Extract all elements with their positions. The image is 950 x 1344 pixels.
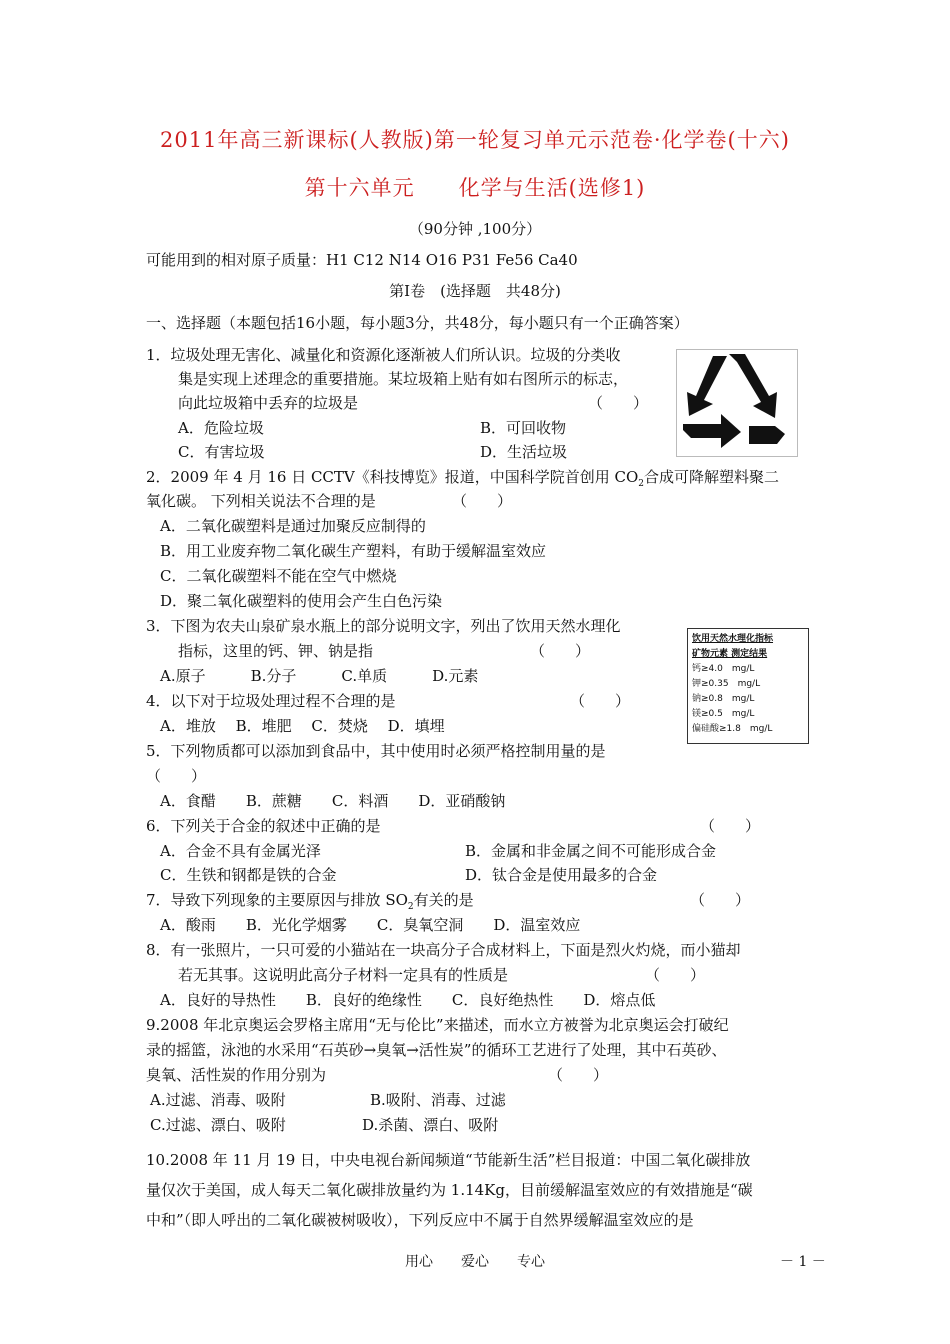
q7-options: A．酸雨 B．光化学烟雾 C．臭氧空洞 D．温室效应 <box>160 916 581 934</box>
q1-option-a: A．危险垃圾 <box>178 419 264 437</box>
q7-line1: 7．导致下列现象的主要原因与排放 $SO_2$有关的是 <box>146 891 474 912</box>
time-score: （90分钟 ,100分） <box>408 220 542 238</box>
q4-options: A．堆放 B．堆肥 C．焚烧 D．填埋 <box>160 717 445 735</box>
q6-option-c: C．生铁和钢都是铁的合金 <box>160 866 337 884</box>
q7-paren: （ ） <box>690 891 751 909</box>
q8-paren: （ ） <box>645 966 706 984</box>
label-calcium: 钙≥4.0 mg/L <box>692 664 755 674</box>
page-number: － 1 － <box>780 1254 826 1270</box>
q9-option-a: A.过滤、消毒、吸附 <box>150 1091 286 1109</box>
q3-options: A.原子 B.分子 C.单质 D.元素 <box>160 667 479 685</box>
q8-line2: 若无其事。这说明此高分子材料一定具有的性质是 <box>178 966 509 984</box>
part-heading: 第Ⅰ卷 (选择题 共48分) <box>389 282 561 300</box>
label-heading: 饮用天然水理化指标 <box>692 634 774 644</box>
q8-options: A．良好的导热性 B．良好的绝缘性 C．良好绝热性 D．熔点低 <box>160 991 656 1009</box>
label-subheading: 矿物元素 测定结果 <box>692 649 768 659</box>
paper-title: 2011年高三新课标(人教版)第一轮复习单元示范卷·化学卷(十六) <box>160 128 790 152</box>
q9-line1: 9.2008 年北京奥运会罗格主席用“无与伦比”来描述，而水立方被誉为北京奥运会打破纪 <box>146 1016 729 1034</box>
q1-line1: 1．垃圾处理无害化、减量化和资源化逐渐被人们所认识。垃圾的分类收 <box>146 346 621 364</box>
recycle-icon <box>677 350 797 456</box>
q10-line2: 量仅次于美国，成人每天二氧化碳排放量约为 1.14Kg，目前缓解温室效应的有效措施是“碳 <box>146 1181 753 1199</box>
label-magnesium: 镁≥0.5 mg/L <box>692 709 755 719</box>
q6-paren: （ ） <box>700 817 761 835</box>
q9-paren: （ ） <box>548 1066 609 1084</box>
q1-line2: 集是实现上述理念的重要措施。某垃圾箱上贴有如右图所示的标志， <box>178 370 629 388</box>
q4-line1: 4．以下对于垃圾处理过程不合理的是 <box>146 692 396 710</box>
q3-line2: 指标，这里的钙、钾、钠是指 <box>178 642 374 660</box>
q3-line1: 3．下图为农夫山泉矿泉水瓶上的部分说明文字，列出了饮用天然水理化 <box>146 617 621 635</box>
q5-line1: 5．下列物质都可以添加到食品中，其中使用时必须严格控制用量的是 <box>146 742 606 760</box>
q9-option-b: B.吸附、消毒、过滤 <box>370 1091 506 1109</box>
q1-paren: （ ） <box>588 394 649 412</box>
unit-title: 第十六单元 化学与生活(选修1) <box>304 176 646 200</box>
q9-line2: 录的摇篮，泳池的水采用“石英砂→臭氧→活性炭”的循环工艺进行了处理，其中石英砂、 <box>146 1041 727 1059</box>
recycle-symbol-image <box>676 349 798 457</box>
q6-option-d: D．钛合金是使用最多的合金 <box>465 866 658 884</box>
label-potassium: 钾≥0.35 mg/L <box>692 679 761 689</box>
water-label-image <box>687 628 809 744</box>
q6-line1: 6．下列关于合金的叙述中正确的是 <box>146 817 381 835</box>
q9-line3: 臭氧、活性炭的作用分别为 <box>146 1066 327 1084</box>
q1-option-b: B．可回收物 <box>480 419 567 437</box>
q2-line2: 氧化碳。 下列相关说法不合理的是 <box>146 492 376 510</box>
q2-line1: 2．2009 年 4 月 16 日 CCTV《科技博览》报道，中国科学院首创用 $CO_2$合成可降解塑料聚二 <box>146 468 780 489</box>
q10-line1: 10.2008 年 11 月 19 日，中央电视台新闻频道“节能新生活”栏目报道：中国二氧化碳排放 <box>146 1151 751 1169</box>
q1-option-d: D．生活垃圾 <box>480 443 568 461</box>
label-sodium: 钠≥0.8 mg/L <box>692 694 755 704</box>
q9-option-d: D.杀菌、漂白、吸附 <box>362 1116 499 1134</box>
section-heading: 一、选择题（本题包括16小题，每小题3分，共48分，每小题只有一个正确答案） <box>146 314 689 332</box>
q2-option-c: C．二氧化碳塑料不能在空气中燃烧 <box>160 567 397 585</box>
q6-option-b: B．金属和非金属之间不可能形成合金 <box>465 842 717 860</box>
q5-options: A．食醋 B．蔗糖 C．料酒 D．亚硝酸钠 <box>160 792 506 810</box>
q2-option-a: A．二氧化碳塑料是通过加聚反应制得的 <box>160 517 426 535</box>
q2-option-d: D．聚二氧化碳塑料的使用会产生白色污染 <box>160 592 443 610</box>
q5-paren: （ ） <box>146 767 207 785</box>
q2-option-b: B．用工业废弃物二氧化碳生产塑料，有助于缓解温室效应 <box>160 542 547 560</box>
q4-paren: （ ） <box>570 692 631 710</box>
q10-line3: 中和”（即人呼出的二氧化碳被树吸收），下列反应中不属于自然界缓解温室效应的是 <box>146 1211 694 1229</box>
footer-motto: 用心 爱心 专心 <box>405 1254 545 1270</box>
q8-line1: 8．有一张照片，一只可爱的小猫站在一块高分子合成材料上，下面是烈火灼烧，而小猫却 <box>146 941 741 959</box>
q6-option-a: A．合金不具有金属光泽 <box>160 842 321 860</box>
q1-line3: 向此垃圾箱中丢弃的垃圾是 <box>178 394 359 412</box>
q3-paren: （ ） <box>530 642 591 660</box>
q1-option-c: C．有害垃圾 <box>178 443 265 461</box>
q9-option-c: C.过滤、漂白、吸附 <box>150 1116 286 1134</box>
q2-paren: （ ） <box>452 492 513 510</box>
label-metasilicic: 偏硅酸≥1.8 mg/L <box>692 724 773 734</box>
atomic-mass: 可能用到的相对原子质量：H1 C12 N14 O16 P31 Fe56 Ca40 <box>146 251 578 269</box>
